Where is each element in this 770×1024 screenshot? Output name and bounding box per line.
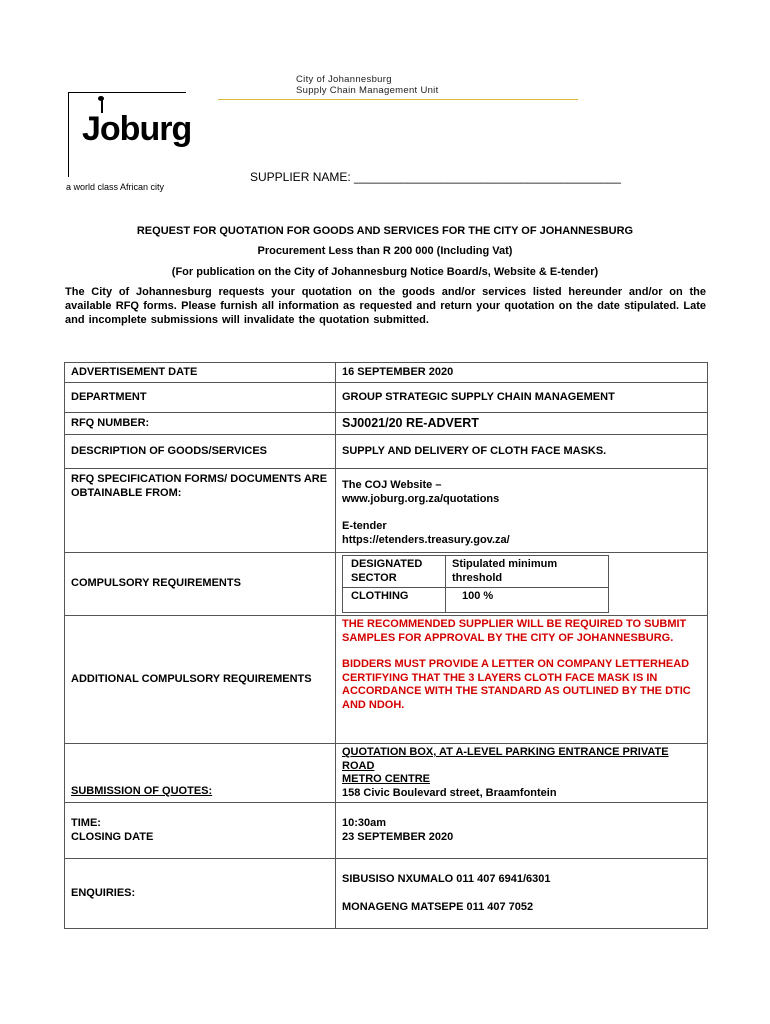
designated-sector-header: DESIGNATED SECTOR [343,556,446,588]
publication-note: (For publication on the City of Johannesburg Notice Board/s, Website & E-tender) [171,266,599,278]
rfq-number-label: RFQ NUMBER: [65,413,336,435]
enquiries-value [336,859,708,929]
closing-date-value: 23 SEPTEMBER 2020 [342,830,454,843]
table-row [65,469,708,553]
metro-centre: METRO CENTRE [342,773,430,785]
table-row [65,616,708,744]
department-value: GROUP STRATEGIC SUPPLY CHAIN MANAGEMENT [336,383,708,413]
enquiry-contact-1: SIBUSISO NXUMALO 011 407 6941/6301 [342,873,551,885]
time-label: TIME: [71,817,101,829]
submission-value [336,744,708,803]
table-row [65,383,708,413]
compulsory-requirements-value [336,553,708,616]
intro-paragraph: The City of Johannesburg requests your quotation on the goods and/or services listed hereunder and/or on the available RFQ forms. Please furnish all information as requested and return your quotation on the date stipulated. Late and incomplete submissions will invalidate the quotation submitted. [65,286,706,326]
samples-requirement: THE RECOMMENDED SUPPLIER WILL BE REQUIRED TO SUBMIT SAMPLES FOR APPROVAL BY THE CITY OF JOHANNESBURG. [342,618,687,644]
table-row [65,413,708,435]
table-row [65,744,708,803]
time-closing-label [65,803,336,859]
closing-date-label: CLOSING DATE [71,830,154,843]
submission-label: SUBMISSION OF QUOTES: [65,744,336,803]
table-row [65,859,708,929]
table-row [65,553,708,616]
logo-wordmark: Joburg [82,110,192,148]
letterhead-requirement: BIDDERS MUST PROVIDE A LETTER ON COMPANY LETTERHEAD CERTIFYING THAT THE 3 LAYERS CLOTH FACE MASK IS IN ACCORDANCE WITH THE STANDARD AS OUTLINED BY THE DTIC AND NDOH. [342,658,691,711]
forms-etender-url[interactable]: https://etenders.treasury.gov.za/ [342,533,510,546]
forms-value [336,469,708,553]
department-label: DEPARTMENT [65,383,336,413]
rfq-details-table [64,362,708,929]
table-row [343,556,609,588]
procurement-subtitle: Procurement Less than R 200 000 (Including Vat) [257,245,513,257]
document-title: REQUEST FOR QUOTATION FOR GOODS AND SERVICES FOR THE CITY OF JOHANNESBURG [136,225,634,237]
threshold-header: Stipulated minimum threshold [446,556,609,588]
quotation-box-location: QUOTATION BOX, AT A-LEVEL PARKING ENTRANCE PRIVATE ROAD [342,746,669,772]
enquiries-label: ENQUIRIES: [65,859,336,929]
advertisement-date-label: ADVERTISEMENT DATE [65,363,336,383]
org-name: City of Johannesburg [296,74,392,85]
forms-coj-url[interactable]: www.joburg.org.za/quotations [342,492,500,505]
supplier-name-line: SUPPLIER NAME: ________________________________________ [250,170,621,184]
rfq-number-value: SJ0021/20 RE-ADVERT [336,413,708,435]
enquiry-contact-2: MONAGENG MATSEPE 011 407 7052 [342,900,534,913]
description-value: SUPPLY AND DELIVERY OF CLOTH FACE MASKS. [336,435,708,469]
table-row [65,803,708,859]
header-rule [218,99,578,100]
description-label: DESCRIPTION OF GOODS/SERVICES [65,435,336,469]
logo-tagline: a world class African city [66,182,165,192]
street-address: 158 Civic Boulevard street, Braamfontein [342,786,557,799]
forms-label: RFQ SPECIFICATION FORMS/ DOCUMENTS ARE OBTAINABLE FROM: [65,469,336,553]
time-value: 10:30am [342,817,387,829]
table-row [65,435,708,469]
threshold-value: 100 % [446,588,609,613]
sector-threshold-table [342,555,609,613]
table-row [343,588,609,613]
forms-coj-website: The COJ Website – [342,479,442,491]
org-unit: Supply Chain Management Unit [296,85,439,96]
sector-value: CLOTHING [343,588,446,613]
forms-etender: E-tender [342,520,387,532]
compulsory-requirements-label: COMPULSORY REQUIREMENTS [65,553,336,616]
table-row [65,363,708,383]
time-closing-value [336,803,708,859]
advertisement-date-value: 16 SEPTEMBER 2020 [336,363,708,383]
additional-requirements-value [336,616,708,744]
additional-requirements-label: ADDITIONAL COMPULSORY REQUIREMENTS [65,616,336,744]
org-header [296,74,439,96]
